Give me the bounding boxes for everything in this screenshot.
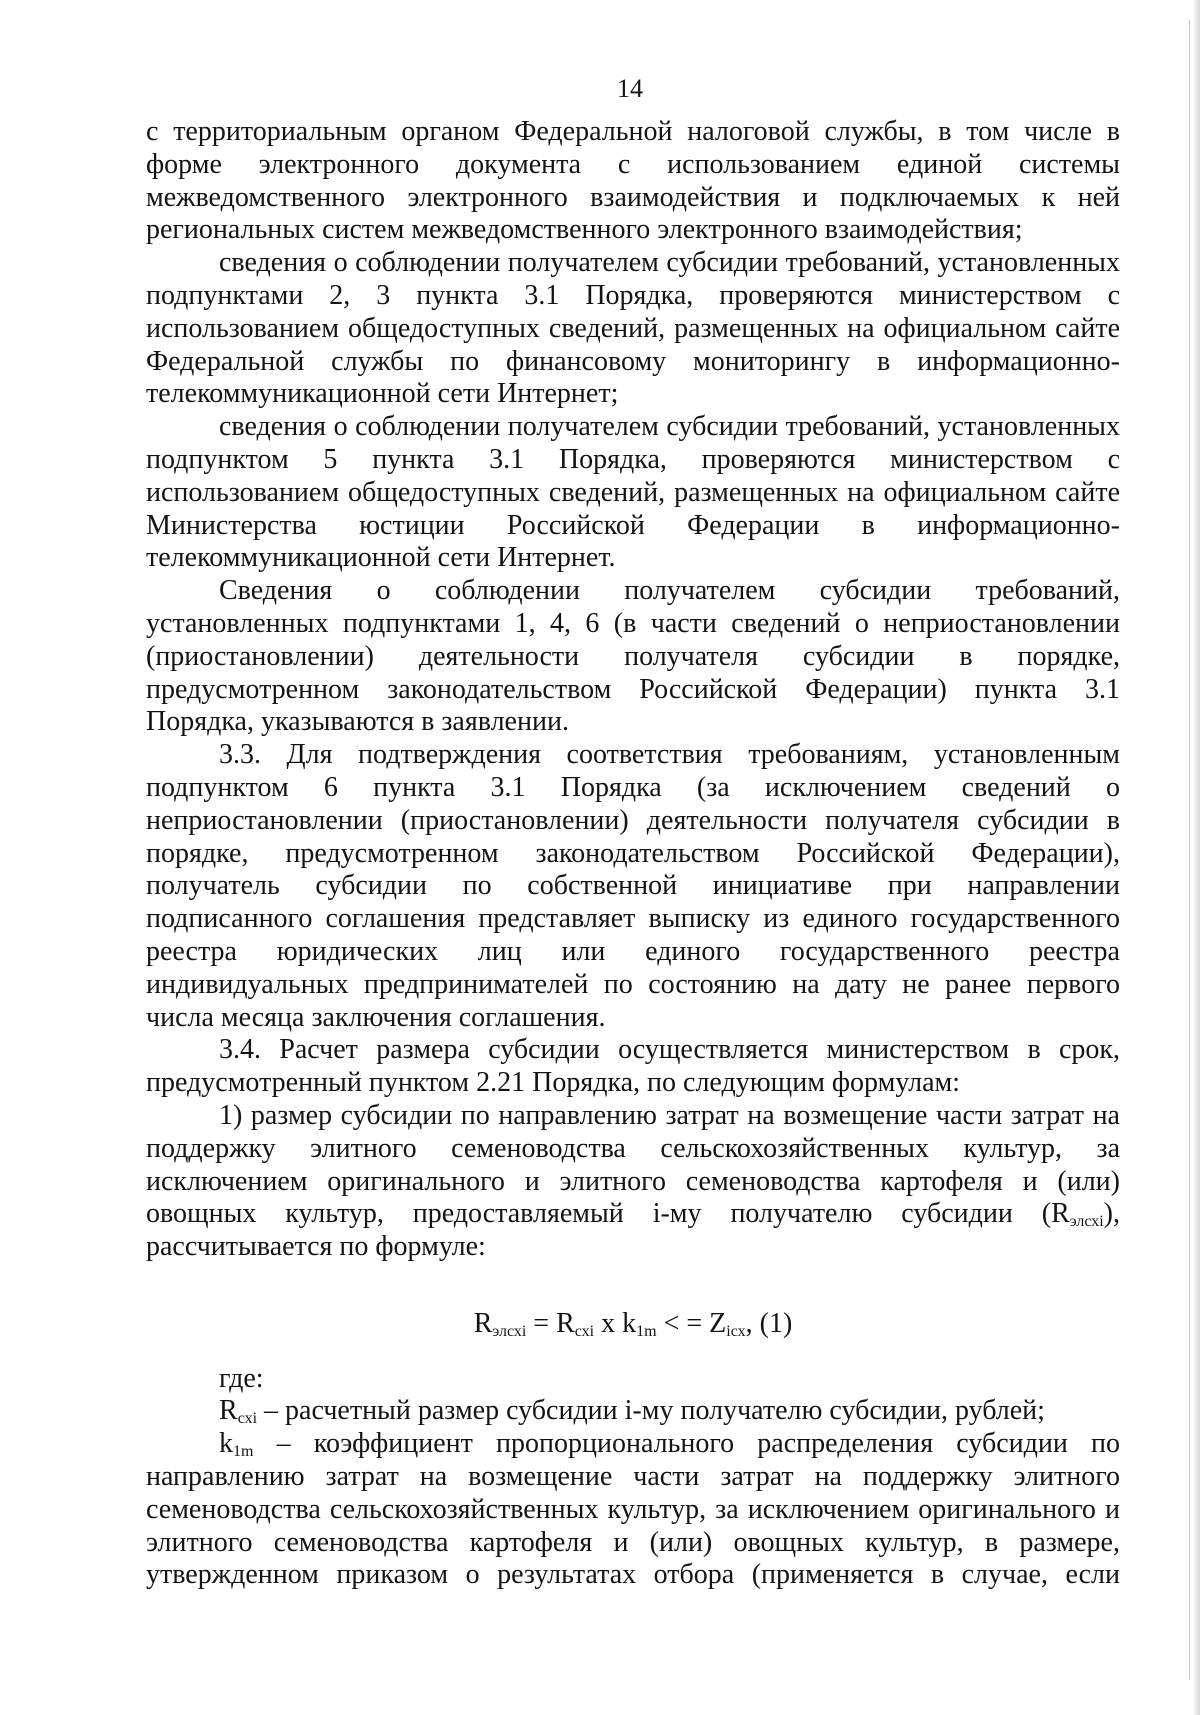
def1-text: – расчетный размер субсидии i-му получателю субсидии, рублей; — [257, 1395, 1045, 1427]
formula-z-sub: iсх — [726, 1322, 746, 1340]
paragraph-3-3: 3.3. Для подтверждения соответствия требованиям, установленным подпунктом 6 пункта 3.1 Порядка (за исключением сведений о неприостановлении (приостановлении) деятельности получателя субсидии в порядке, предусмотренном законодательством Российской Федерации), получатель субсидии по собственной инициативе при направлении подписанного соглашения представляет выписку из единого государственного реестра юридических лиц или единого государственного реестра индивидуальных предпринимателей по состоянию на дату не ранее первого числа месяца заключения соглашения. — [146, 739, 1120, 1033]
formula-k-sub: 1m — [636, 1322, 657, 1340]
def1-symbol: R — [219, 1395, 238, 1427]
def2-text: – коэффициент пропорционального распределения субсидии по направлению затрат на возмещение части затрат на поддержку элитного семеноводства сельскохозяйственных культур, за исключением оригинального и элитного семеноводства картофеля и (или) овощных культур, в размере, утвержденном приказом о результатах отбора (применяется в случае, если — [146, 1428, 1120, 1591]
scan-edge-line — [1189, 20, 1190, 1680]
document-body — [146, 116, 1120, 1592]
definition-rcx — [146, 1395, 1120, 1428]
formula-lhs: R — [473, 1307, 493, 1339]
page-number: 14 — [617, 74, 643, 103]
def2-subscript: 1m — [233, 1443, 254, 1461]
formula-cmp: < = — [656, 1307, 710, 1339]
item-1-tail: ), — [1103, 1198, 1120, 1230]
def2-symbol: k — [219, 1428, 233, 1460]
definition-k1m — [146, 1428, 1120, 1592]
formula-lhs-sub: элсхi — [492, 1322, 527, 1340]
where-label: где: — [219, 1362, 264, 1394]
item-1-subscript: элсхi — [1069, 1213, 1104, 1231]
item-1-text: 1) размер субсидии по направлению затрат на возмещение части затрат на поддержку элитного семеноводства сельскохозяйственных культур, за исключением оригинального и элитного семеноводства картофеля и (или) овощных культур, предоставляемый i-му получателю субсидии (R — [146, 1099, 1120, 1230]
paragraph-3-4: 3.4. Расчет размера субсидии осуществляется министерством в срок, предусмотренный пунктом 2.21 Порядка, по следующим формулам: — [146, 1034, 1120, 1099]
formula-times: x — [594, 1307, 623, 1339]
paragraph-item-1 — [146, 1100, 1120, 1231]
formula-z: Z — [709, 1307, 727, 1339]
formula-r-sub: схi — [574, 1322, 595, 1340]
scan-edge — [1194, 0, 1200, 1715]
formula-k: k — [622, 1307, 637, 1339]
formula-eq: = — [526, 1307, 557, 1339]
paragraph-1: с территориальным органом Федеральной налоговой службы, в том числе в форме электронного документа с использованием единой системы межведомственного электронного взаимодействия и подключаемых к ней региональных систем межведомственного электронного взаимодействия; — [146, 116, 1120, 246]
def1-subscript: схi — [237, 1410, 258, 1428]
paragraph-4: Сведения о соблюдении получателем субсидии требований, установленных подпунктами 1, 4, 6 (в части сведений о неприостановлении (приостановлении) деятельности получателя субсидии в порядке, предусмотренном законодательством Российской Федерации) пункта 3.1 Порядка, указываются в заявлении. — [146, 575, 1120, 738]
formula-1 — [146, 1308, 1120, 1341]
paragraph-2: сведения о соблюдении получателем субсидии требований, установленных подпунктами 2, 3 пункта 3.1 Порядка, проверяются министерством с использованием общедоступных сведений, размещенных на официальном сайте Федеральной службы по финансовому мониторингу в информационно-телекоммуникационной сети Интернет; — [146, 247, 1120, 410]
paragraph-item-1-end: рассчитывается по формуле: — [146, 1231, 486, 1263]
paragraph-3: сведения о соблюдении получателем субсидии требований, установленных подпунктом 5 пункта 3.1 Порядка, проверяются министерством с использованием общедоступных сведений, размещенных на официальном сайте Министерства юстиции Российской Федерации в информационно-телекоммуникационной сети Интернет. — [146, 411, 1120, 574]
formula-r: R — [556, 1307, 575, 1339]
formula-tail: , (1) — [745, 1307, 793, 1339]
